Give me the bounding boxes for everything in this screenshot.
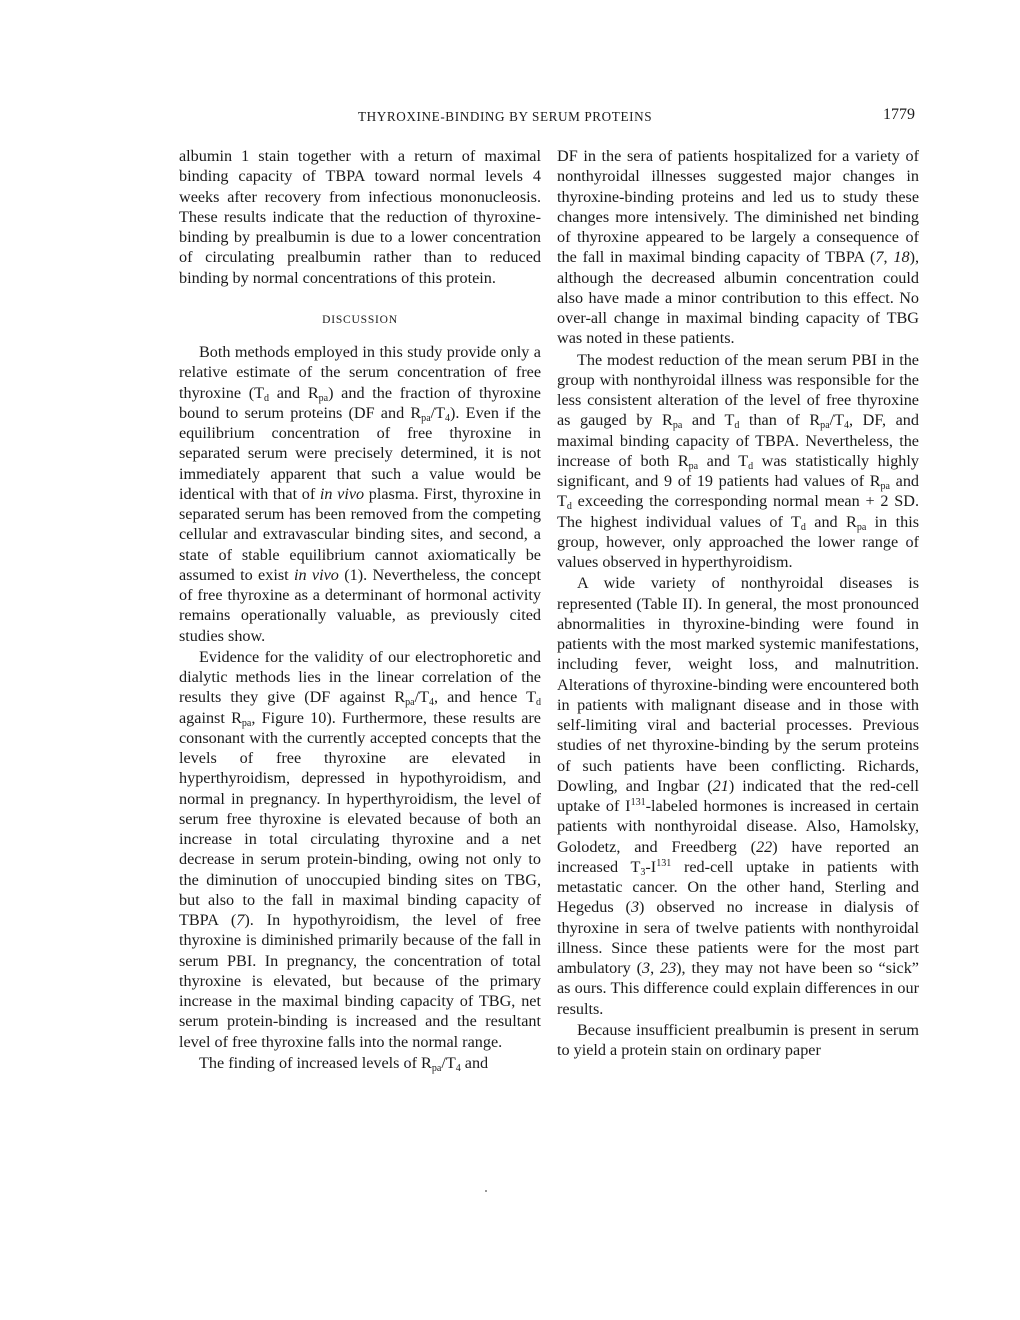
page-number: 1779 [883, 106, 915, 123]
left-column [179, 146, 541, 1073]
right-column [557, 146, 919, 1060]
paragraph: A wide variety of nonthyroidal diseases is represented (Table II). In general, the most pronounced abnormalities in thyroxine-binding were found in patients with the most marked systemic manifestations, including fever, weight loss, and malnutrition. Alterations of thyroxine-binding were encountered both in patients with malignant disease and in those with self-limiting viral and bacterial processes. Previous studies of net thyroxine-binding by the serum proteins of such patients have been conflicting. Richards, Dowling, and Ingbar (21) indicated that the red-cell uptake of $I^{131}$-labeled hormones is increased in certain patients with nonthyroidal disease. Also, Hamolsky, Golodetz, and Freedberg (22) have reported an increased $T_3-I^{131}$ red-cell uptake in patients with metastatic cancer. On the other hand, Sterling and Hegedus (3) observed no increase in dialysis of thyroxine in sera of twelve patients with nonthyroidal illness. Since these patients were for the most part ambulatory (3, 23), they may not have been so “sick” as ours. This difference could explain differences in our results. [557, 574, 920, 1018]
paragraph: albumin 1 stain together with a return of maximal binding capacity of TBPA toward normal levels 4 weeks after recovery from infectious mononucleosis. These results indicate that the reduction of thyroxine-binding by prealbumin is due to a lower concentration of circulating prealbumin rather than to reduced binding by normal concentrations of this protein. [179, 147, 541, 287]
paragraph: Both methods employed in this study provide only a relative estimate of the serum concentration of free thyroxine ($T_d$ and $R_{pa}$) and the fraction of thyroxine bound to serum proteins (DF and $R_{pa}/T_4$). Even if the equilibrium concentration of free thyroxine in separated serum were precisely determined, it is not immediately apparent that such a value would be identical with that of in vivo plasma. First, thyroxine in separated serum has been removed from the competing cellular and extravascular binding sites, and second, a state of stable equilibrium cannot axiomatically be assumed to exist in vivo (1). Nevertheless, the concept of free thyroxine as a determinant of hormonal activity remains operationally valuable, as previously cited studies show. [179, 343, 541, 645]
scan-speck [485, 1190, 487, 1192]
paragraph: Evidence for the validity of our electrophoretic and dialytic methods lies in the linear correlation of the results they give (DF against $R_{pa}/T_4$, and hence $T_d$ against $R_{pa}$, Figure 10). Furthermore, these results are consonant with the currently accepted concepts that the levels of free thyroxine are elevated in hyperthyroidism, depressed in hypothyroidism, and normal in pregnancy. In hyperthyroidism, the level of serum free thyroxine is elevated because of both an increase in total circulating thyroxine and a net decrease in serum protein-binding, owing not only to the diminution of unoccupied binding sites on TBG, but also to the fall in maximal binding capacity of TBPA (7). In hypothyroidism, the level of free thyroxine is diminished primarily because of the fall in serum PBI. In pregnancy, the concentration of total thyroxine is elevated, but because of the primary increase in the maximal binding capacity of TBG, net serum protein-binding is increased and the resultant level of free thyroxine falls into the normal range. [179, 647, 542, 1051]
paragraph: The modest reduction of the mean serum PBI in the group with nonthyroidal illness was responsible for the less consistent alteration of the level of free thyroxine as gauged by $R_{pa}$ and $T_d$ than of $R_{pa}/T_4$, DF, and maximal binding capacity of TBPA. Nevertheless, the increase of both $R_{pa}$ and $T_d$ was statistically highly significant, and 9 of 19 patients had values of $R_{pa}$ and $T_d$ exceeding the corresponding normal mean + 2 SD. The highest individual values of $T_d$ and $R_{pa}$ in this group, however, only approached the lower range of values observed in hyperthyroidism. [557, 350, 920, 571]
paragraph: The finding of increased levels of $R_{pa}/T_4$ and [199, 1053, 489, 1074]
section-heading: DISCUSSION [322, 313, 398, 326]
running-head: THYROXINE-BINDING BY SERUM PROTEINS [358, 109, 653, 124]
paragraph: DF in the sera of patients hospitalized for a variety of nonthyroidal illnesses suggested major changes in thyroxine-binding proteins and led us to study these changes more intensively. The diminished net binding of thyroxine appeared to be largely a consequence of the fall in maximal binding capacity of TBPA (7, 18), although the decreased albumin concentration could also have made a minor contribution to this effect. No over-all change in maximal binding capacity of TBG was noted in these patients. [557, 147, 919, 348]
paragraph: Because insufficient prealbumin is present in serum to yield a protein stain on ordinary paper [557, 1020, 919, 1059]
